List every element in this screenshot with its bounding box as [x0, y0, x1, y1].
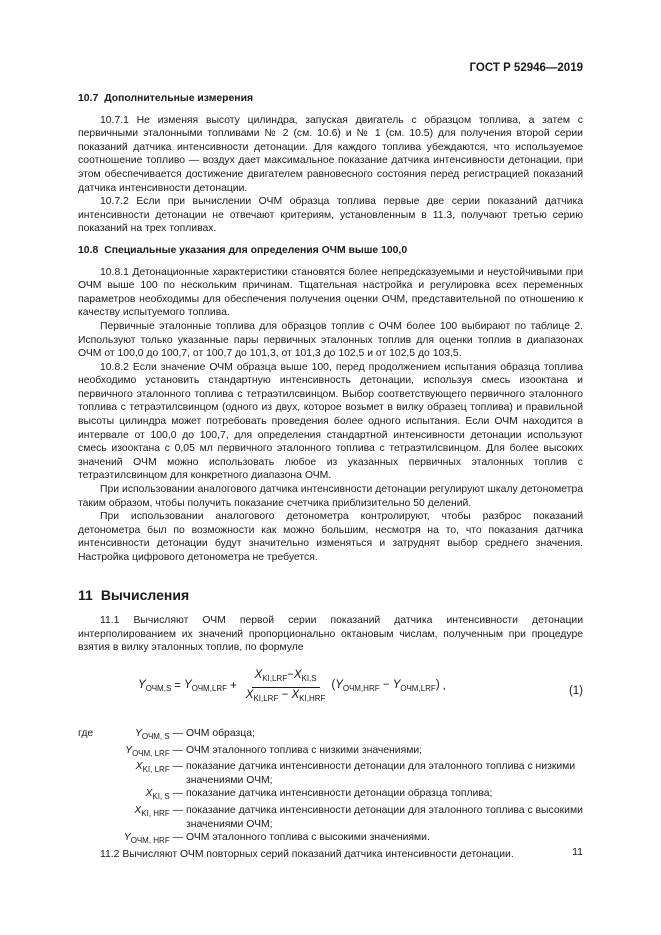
equation-number: (1) [568, 684, 583, 697]
definition-symbol: $X_{KI, S}$ — [145, 788, 183, 802]
definition-text: ОЧМ образца; [186, 727, 255, 739]
definition-row [78, 831, 583, 848]
paragraph-10-8-1: 10.8.1 Детонационные характеристики становятся более непредсказуемыми и неустойчивыми при ОЧМ выше 100 по нескольким причинам. Тщательная настройка и регулировка всех переменных параметров необходимы для обеспечения получения оценки ОЧМ, представительной по отношению к качеству испытуемого топлива. [78, 266, 583, 319]
formula-1 [78, 663, 583, 719]
page-content [78, 92, 583, 861]
formula-comma: , [442, 680, 446, 693]
definition-text: ОЧМ эталонного топлива с высокими значениями. [186, 832, 430, 844]
formula-expression [138, 669, 446, 705]
paragraph-11-1: 11.1 Вычисляют ОЧМ первой серии показаний датчика интенсивности детонации интерполированием их значений пропорционально октановым числам, полученным при процедуре взятия в вилку эталонных топлив, по формуле [78, 615, 583, 654]
section-number: 11 [78, 586, 93, 603]
formula-fraction [243, 669, 329, 705]
fraction-denominator: $X_{KI,LRF} - X_{KI,HRF}$ [245, 688, 326, 703]
definition-row [78, 804, 583, 831]
page-number: 11 [572, 846, 583, 858]
section-title: Вычисления [100, 586, 190, 603]
definition-text: показание датчика интенсивности детонации для эталонного топлива с высокими значениями ОЧМ; [186, 804, 583, 830]
definition-symbol: $Y_{ОЧМ, LRF}$ — [125, 744, 183, 758]
definition-symbol: $X_{KI, HRF}$ — [134, 804, 183, 818]
section-number: 10.8 [78, 244, 99, 256]
paragraph-10-7-1: 10.7.1 Не изменяя высоту цилиндра, запуская двигатель с образцом топлива, а затем с первичными эталонными топливами № 2 (см. 10.6) и № 1 (см. 10.5) для получения второй серии показаний датчика интенсивности детонации. Для каждого топлива убеждаются, что используемое соотношение топливо — воздух дает максимальное показание датчика интенсивности детонации, при этом обеспечивается достижение двигателем равновесного состояния перед регистрацией показаний датчика интенсивности детонации. [78, 114, 583, 194]
definition-row [78, 744, 583, 761]
paragraph-10-8-1b: Первичные эталонные топлива для образцов топлив с ОЧМ более 100 выбирают по таблице 2. Используют только указанные пары первичных эталонных топлив для оценки топлив в диапазонах ОЧМ от 100,0 до 100,7, от 100,7 до 101,3, от 101,3 до 102,5 и от 102,5 до 103,5. [78, 320, 583, 360]
section-heading-10-7 [78, 92, 583, 106]
paragraph-10-8-2c: При использовании аналогового детонометра контролируют, чтобы разброс показаний детонометра был по возможности как можно большим, несмотря на то, что показания датчика интенсивности детонации будут значительно изменяться и затруднят выбор среднего значения. Настройка цифрового детонометра не требуется. [78, 511, 583, 563]
section-title: Дополнительные измерения [104, 93, 254, 104]
formula-term-y-s: $Y_{ОЧМ,S}$ [138, 678, 172, 693]
document-standard-id: ГОСТ Р 52946—2019 [469, 62, 583, 74]
formula-paren-group: $(Y_{ОЧМ,HRF} - Y_{ОЧМ,LRF})$ [331, 678, 440, 693]
formula-term-y-lrf: $Y_{ОЧМ,LRF}$ [184, 678, 228, 693]
paragraph-10-8-2b: При использовании аналогового датчика интенсивности детонации регулируют шкалу детонометра таким образом, чтобы получить показание счетчика приблизительно 50 делений. [78, 484, 583, 509]
formula-equals: = [174, 680, 181, 693]
definition-text: показание датчика интенсивности детонации для эталонного топлива с низкими значениями ОЧМ; [186, 761, 576, 786]
definition-text: ОЧМ эталонного топлива с низкими значениями; [186, 744, 423, 756]
section-heading-11 [78, 586, 583, 603]
definition-row [78, 760, 583, 787]
definition-symbol: $X_{KI, LRF}$ — [135, 761, 183, 775]
definition-text: показание датчика интенсивности детонации образца топлива; [186, 788, 493, 800]
definition-row [78, 727, 583, 744]
paragraph-10-7-2: 10.7.2 Если при вычислении ОЧМ образца топлива первые две серии показаний датчика интенсивности детонации не отвечают критериям, установленным в 11.3, получают третью серию показаний на трех топливах. [78, 196, 583, 235]
formula-definitions [78, 727, 583, 848]
definition-symbol: где $Y_{ОЧМ, S}$ — [78, 727, 183, 741]
fraction-numerator: $X_{KI,LRF}-X_{KI,S}$ [252, 669, 320, 688]
definition-symbol: $Y_{ОЧМ, HRF}$ — [123, 832, 183, 846]
section-title: Специальные указания для определения ОЧМ выше 100,0 [104, 244, 408, 256]
section-number: 10.7 [78, 93, 99, 104]
definition-row [78, 787, 583, 804]
formula-plus: + [230, 680, 237, 693]
paragraph-10-8-2: 10.8.2 Если значение ОЧМ образца выше 100, перед продолжением испытания образца топлива необходимо установить стандартную интенсивность детонации, используя смесь изооктана и первичного эталонного топлива с тетраэтилсвинцом. Выбор соответствующего первичного эталонного топлива с тетраэтилсвинцом (одного из двух, которое возьмет в вилку образец топлива) и правильной высоты цилиндра может потребовать проведения более одного испытания. Если ОЧМ находится в интервале от 100,0 до 100,7, для определения стандартной интенсивности детонации используют смесь изооктана с 0,05 мл первичного эталонного топлива с тетраэтилсвинцом. Для более высоких значений ОЧМ можно использовать любое из указанных первичных эталонных топлив с тетраэтилсвинцом для конкретного диапазона ОЧМ. [78, 361, 583, 482]
paragraph-11-2: 11.2 Вычисляют ОЧМ повторных серий показаний датчика интенсивности детонации. [100, 848, 514, 860]
section-heading-10-8 [78, 244, 583, 258]
